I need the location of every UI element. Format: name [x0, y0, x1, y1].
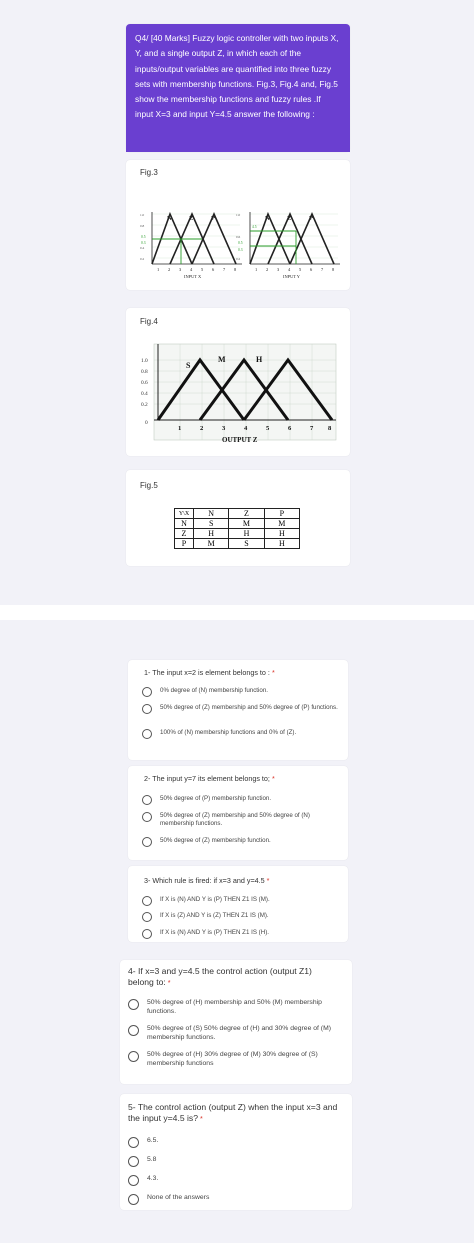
radio-button[interactable] [142, 896, 152, 906]
fig4-ytick: 0.8 [141, 369, 148, 375]
fig4-xtick: 8 [328, 425, 332, 432]
rules-col-header: N [194, 509, 229, 519]
fig3-x-tick: 3 [179, 267, 182, 272]
question-5-option-4[interactable]: None of the answers [128, 1194, 342, 1205]
fig3-label: Fig.3 [140, 168, 158, 177]
rules-cell: H [194, 529, 229, 539]
radio-button[interactable] [142, 729, 152, 739]
rules-row-header: P [175, 539, 194, 549]
fig4-xtick: 3 [222, 425, 226, 432]
fig4-xtick: 5 [266, 425, 270, 432]
radio-button[interactable] [142, 687, 152, 697]
fig3-x-mark: 0.5 [141, 235, 146, 239]
fig3-y-tick: 1 [255, 267, 258, 272]
fig4-ytick: 0 [145, 420, 148, 426]
rules-cell: S [194, 519, 229, 529]
radio-button[interactable] [128, 1025, 139, 1036]
radio-button[interactable] [128, 1175, 139, 1186]
question-4-option-2[interactable]: 50% degree of (S) 50% degree of (H) and 30% degree of (M) membership functions. [128, 1025, 342, 1042]
fig4-set-h: H [256, 355, 263, 364]
fig3-y-tick: 8 [332, 267, 335, 272]
fig3-x-ytick: 1.0 [140, 213, 145, 217]
rules-cell: H [229, 529, 264, 539]
rules-cell: M [194, 539, 229, 549]
fig3-y-tick: 5 [299, 267, 302, 272]
question-2-option-3[interactable]: 50% degree of (Z) membership function. [142, 837, 338, 847]
rules-cell: M [229, 519, 264, 529]
fig4-xtick: 1 [178, 425, 182, 432]
question-2-option-2[interactable]: 50% degree of (Z) membership and 50% degree of (N) membership functions. [142, 812, 338, 828]
question-1-title: 1- The input x=2 is element belongs to : * [144, 668, 275, 677]
fig3-y-tick: 4 [288, 267, 291, 272]
fig3-y-mark: 4.5 [252, 225, 257, 229]
fig4-label: Fig.4 [140, 317, 158, 326]
fig4-set-m: M [218, 355, 226, 364]
fig3-x-mark: 0.3 [141, 241, 146, 245]
question-1-option-1[interactable]: 0% degree of (N) membership function. [142, 687, 338, 697]
radio-button[interactable] [142, 812, 152, 822]
radio-button[interactable] [128, 1137, 139, 1148]
fig3-y-ytick: 1.0 [236, 213, 241, 217]
fig4-axis-label: OUTPUT Z [222, 436, 258, 444]
question-3-option-2[interactable]: If X is (Z) AND Y is (Z) THEN Z1 IS (M). [142, 912, 338, 922]
rules-cell: H [264, 529, 299, 539]
fig3-x-set-n: N [167, 215, 172, 222]
fig3-y-set-p: P [309, 215, 313, 222]
rules-row-header: N [175, 519, 194, 529]
question-3-title: 3- Which rule is fired: if x=3 and y=4.5 * [144, 876, 270, 885]
fig3-y-mark: 0.5 [238, 241, 243, 245]
fig3-input-y-chart [236, 208, 344, 288]
fig4-xtick: 4 [244, 425, 248, 432]
fig3-x-tick: 7 [223, 267, 226, 272]
corner-x-label: X [184, 510, 190, 517]
fig3-x-tick: 4 [190, 267, 193, 272]
fig3-y-tick: 7 [321, 267, 324, 272]
fig3-x-tick: 6 [212, 267, 215, 272]
fig4-set-s: S [186, 361, 191, 370]
question-2-title: 2- The input y=7 its element belongs to; * [144, 774, 275, 783]
fig4-ytick: 0.4 [141, 391, 148, 397]
question-3-option-1[interactable]: If X is (N) AND Y is (P) THEN Z1 IS (M). [142, 896, 338, 906]
fig3-x-ytick: 0.4 [140, 246, 145, 250]
fig4-ytick: 1.0 [141, 358, 148, 364]
rules-col-header: Z [229, 509, 264, 519]
question-header: Q4/ [40 Marks] Fuzzy logic controller with two inputs X, Y, and a single output Z, in which each of the inputs/output variables are quantified into three fuzzy sets with membership functions. Fig.3, Fig.4 and, Fig.5 show the membership functions and fuzzy rules .If input X=3 and input Y=4.5 answer the following : [126, 24, 350, 152]
rules-cell: H [264, 539, 299, 549]
fig3-input-x-chart [140, 208, 244, 288]
fig3-y-mark: 0.3 [238, 248, 243, 252]
fig4-xtick: 6 [288, 425, 292, 432]
question-3-option-3[interactable]: If X is (N) AND Y is (P) THEN Z1 IS (H). [142, 929, 338, 939]
fig3-y-ytick: 0.2 [236, 257, 241, 261]
question-1-option-2[interactable]: 50% degree of (Z) membership and 50% degree of (P) functions. [142, 704, 338, 714]
fig3-y-tick: 6 [310, 267, 313, 272]
fig3-x-tick: 2 [168, 267, 171, 272]
corner-y-label: Y [178, 510, 184, 517]
question-4-title: 4- If x=3 and y=4.5 the control action (output Z1) belong to: * [128, 966, 312, 987]
question-4-option-1[interactable]: 50% degree of (H) membership and 50% (M) membership functions. [128, 999, 342, 1016]
fig3-y-set-n: N [265, 215, 270, 222]
fuzzy-rules-table [174, 508, 300, 549]
radio-button[interactable] [128, 1194, 139, 1205]
question-5-title: 5- The control action (output Z) when the input x=3 and the input y=4.5 is? * [128, 1102, 338, 1123]
radio-button[interactable] [142, 837, 152, 847]
question-5-option-2[interactable]: 5.8 [128, 1156, 342, 1167]
fig4-ytick: 0.2 [141, 402, 148, 408]
rules-row-header: Z [175, 529, 194, 539]
fig3-x-set-p: P [211, 215, 215, 222]
fig4-xtick: 7 [310, 425, 314, 432]
question-4-option-3[interactable]: 50% degree of (H) 30% degree of (M) 30% degree of (S) membership functions [128, 1051, 342, 1068]
question-1-option-3[interactable]: 100% of (N) membership functions and 0% of (Z). [142, 729, 338, 739]
fig3-x-ytick: 0.2 [140, 257, 145, 261]
question-2-option-1[interactable]: 50% degree of (P) membership function. [142, 795, 338, 805]
fig4-ytick: 0.6 [141, 380, 148, 386]
radio-button[interactable] [142, 795, 152, 805]
rules-col-header: P [264, 509, 299, 519]
question-5-option-1[interactable]: 6.5. [128, 1137, 342, 1148]
radio-button[interactable] [128, 1051, 139, 1062]
rules-cell: M [264, 519, 299, 529]
fig4-output-z-chart [140, 340, 340, 450]
fig3-x-ytick: 0.8 [140, 224, 145, 228]
fig4-xtick: 2 [200, 425, 204, 432]
fig3-y-tick: 3 [277, 267, 280, 272]
fig3-x-axis-label: INPUT X [184, 274, 202, 279]
fig3-y-tick: 2 [266, 267, 269, 272]
fig3-x-tick: 1 [157, 267, 160, 272]
radio-button[interactable] [128, 999, 139, 1010]
radio-button[interactable] [142, 704, 152, 714]
radio-button[interactable] [128, 1156, 139, 1167]
fig3-y-ytick: 0.6 [236, 235, 241, 239]
fig3-x-tick: 5 [201, 267, 204, 272]
fig5-label: Fig.5 [140, 481, 158, 490]
radio-button[interactable] [142, 912, 152, 922]
fig3-x-set-z: Z [189, 215, 194, 222]
fig3-y-axis-label: INPUT Y [283, 274, 300, 279]
fig3-y-set-z: Z [287, 215, 292, 222]
radio-button[interactable] [142, 929, 152, 939]
question-5-option-3[interactable]: 4.3. [128, 1175, 342, 1186]
rules-corner-cell: Y\X [175, 509, 194, 519]
fig3-x-tick: 8 [234, 267, 237, 272]
rules-cell: S [229, 539, 264, 549]
